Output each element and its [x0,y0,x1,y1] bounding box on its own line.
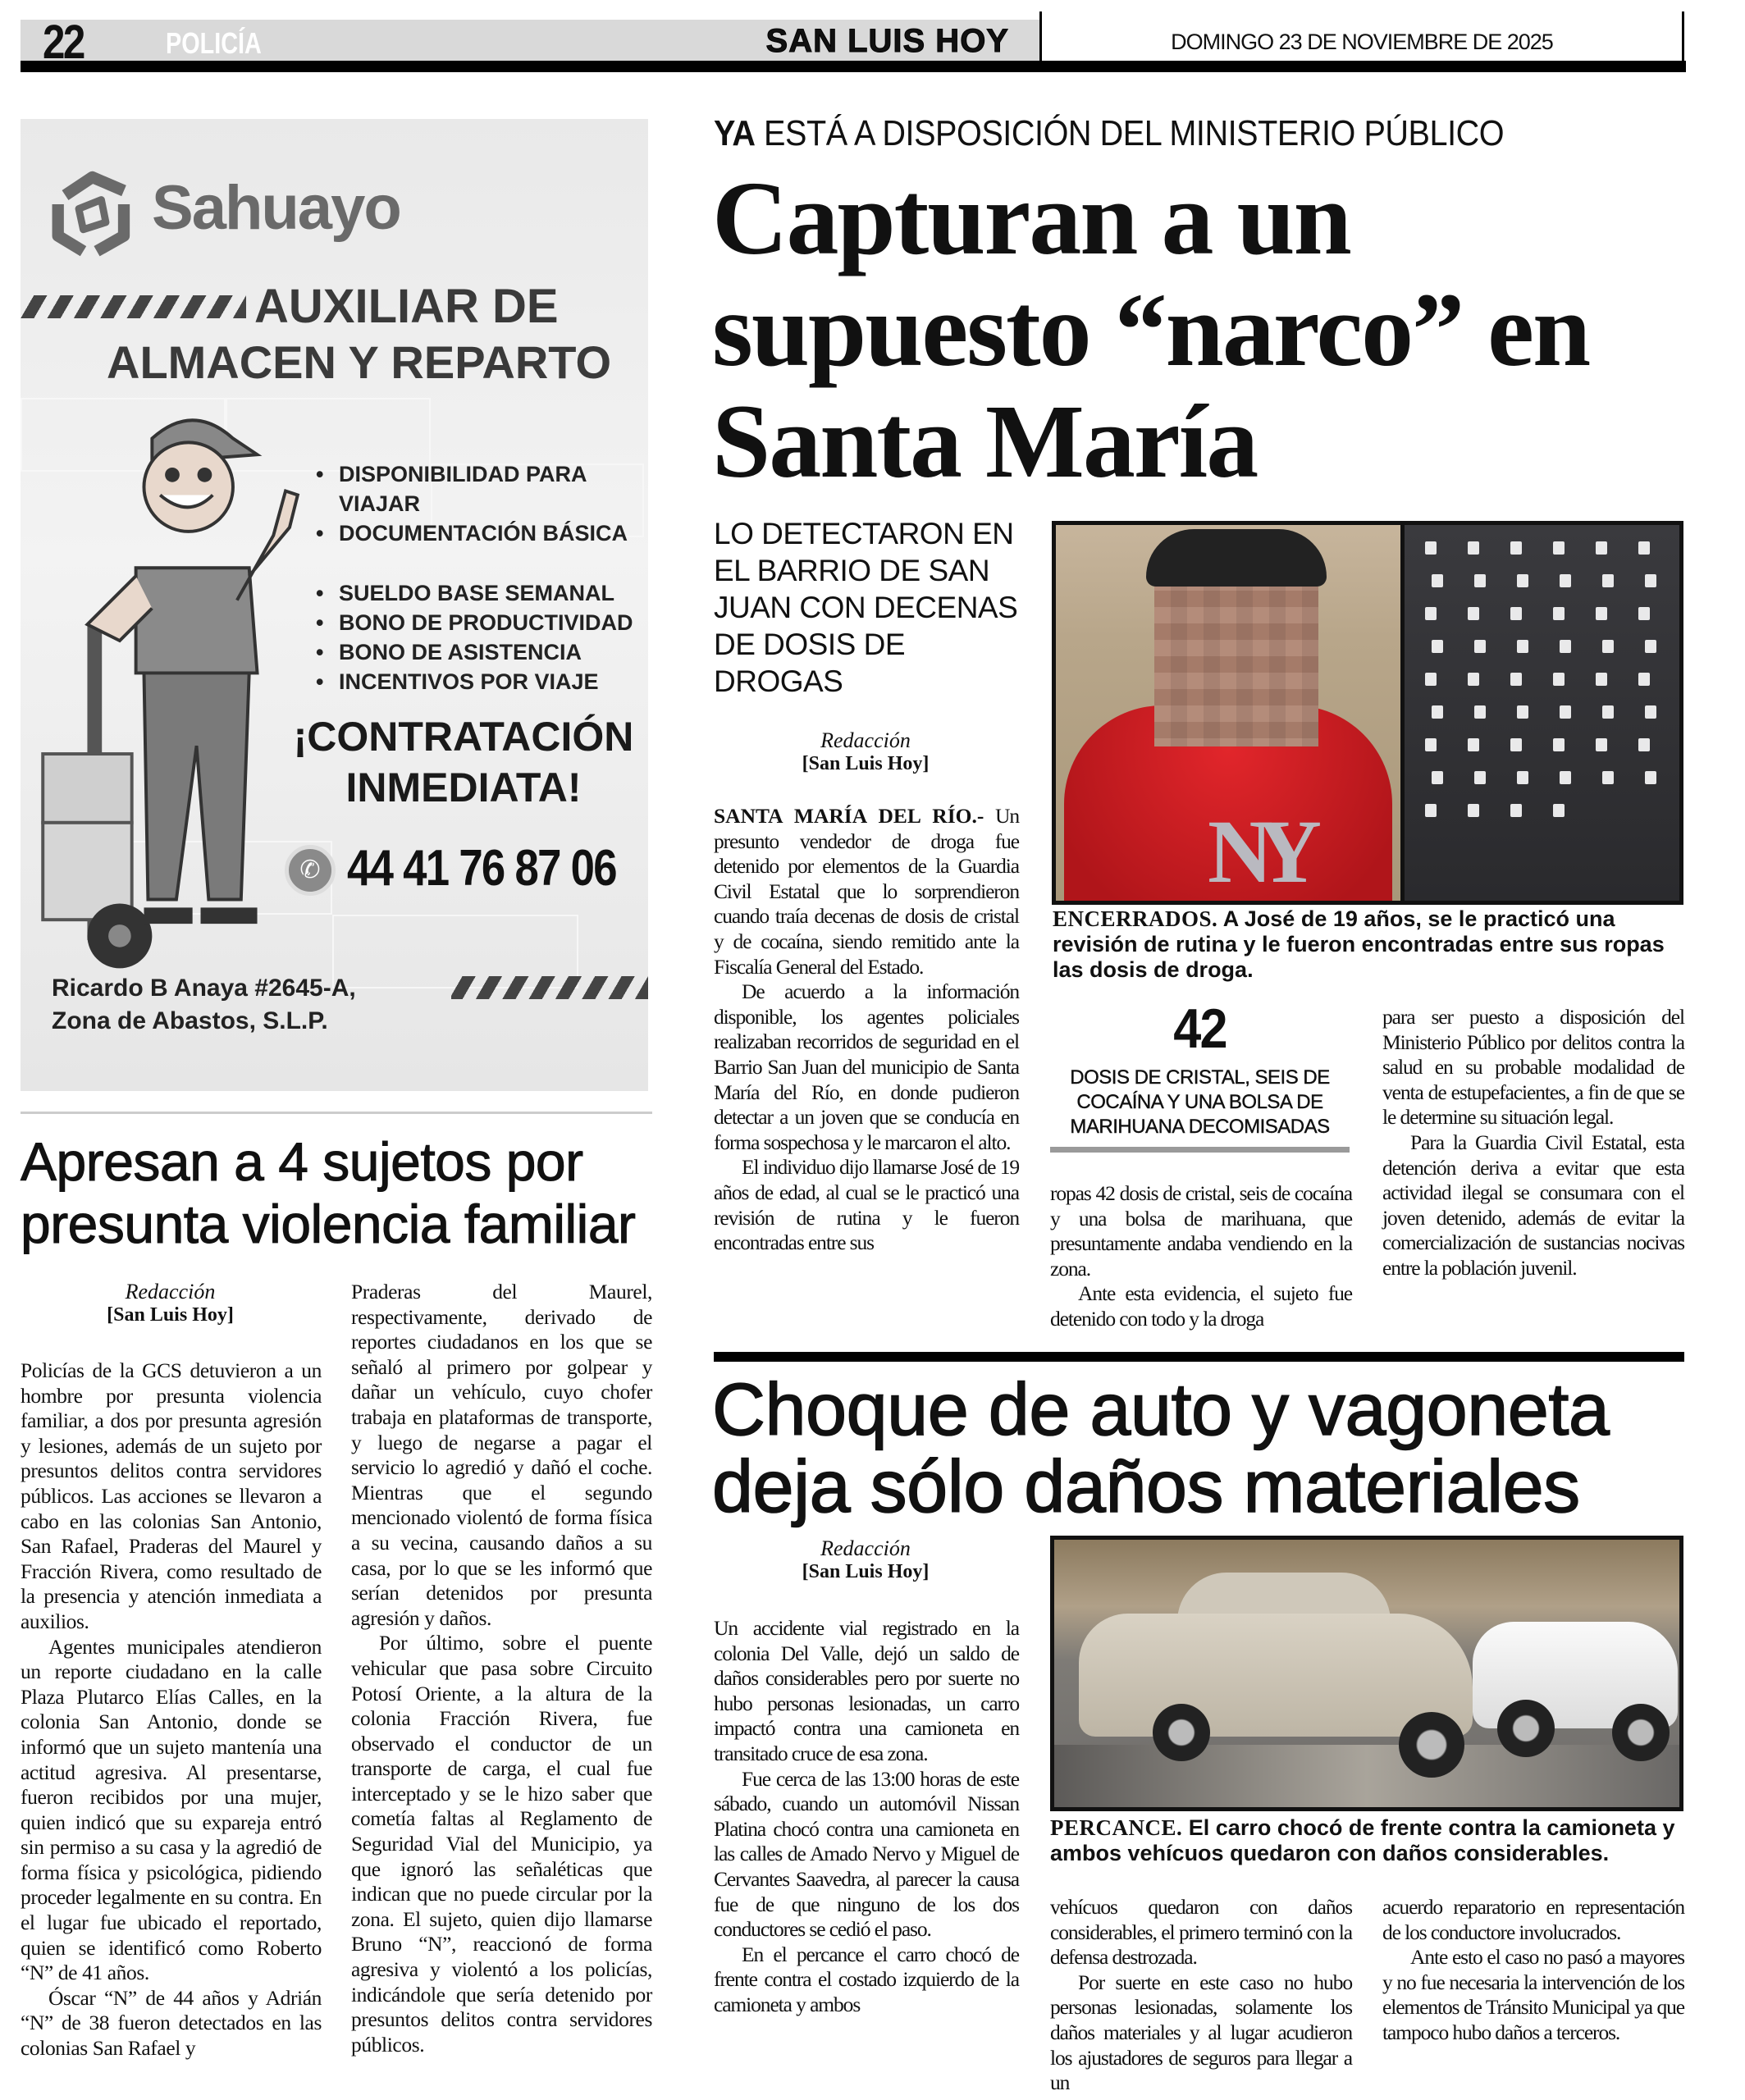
drug-dose-packet [1517,705,1528,719]
article-headline: Choque de auto y vagoneta deja sólo daños materiales [712,1369,1610,1528]
byline-outlet: [San Luis Hoy] [802,753,930,774]
drug-dose-packet [1510,673,1522,686]
ad-call-to-action: ¡CONTRATACIÓN INMEDIATA! [293,714,634,810]
drug-dose-packet [1510,804,1522,817]
article-column [1050,1895,1352,2096]
drug-dose-packet [1468,673,1479,686]
drug-dose-packet [1432,771,1443,784]
stripe-decoration [21,295,246,318]
article-column [714,804,1019,1256]
issue-date: DOMINGO 23 DE NOVIEMBRE DE 2025 [1171,30,1553,54]
crash-scene [1054,1540,1679,1807]
ad-job-title: ALMACEN Y REPARTO [107,336,612,388]
drug-dose-packet [1432,705,1443,719]
section-divider [21,1112,652,1114]
ad-job-title: AUXILIAR DE [254,280,559,333]
drug-dose-packet [1645,771,1656,784]
drug-dose-packet [1560,574,1571,587]
ad-list-item: • DOCUMENTACIÓN BÁSICA [316,518,628,548]
byline-author: Redacción [820,1536,911,1560]
article-headline: Apresan a 4 sujetos por presunta violencia familiar [21,1131,636,1254]
drug-dose-packet [1560,705,1571,719]
drug-dose-packet [1553,804,1565,817]
paragraph: Para la Guardia Civil Estatal, esta detención deriva a evitar que esta actividad ilegal se consumara con el joven detenido, además de evitar la comercialización de sustancias nocivas entre la población juvenil. [1382,1130,1684,1280]
caption-lead: ENCERRADOS. [1053,906,1218,931]
drug-dose-packet [1425,541,1437,555]
drug-dose-packet [1425,607,1437,620]
drug-dose-packet [1645,574,1656,587]
paragraph: Ante esto el caso no pasó a mayores y no fue necesaria la intervención de los elementos de Tránsito Municipal ya que tampoco hubo daños a terceros. [1382,1945,1684,2044]
drug-dose-packet [1517,771,1528,784]
article-column [1382,1895,1684,2046]
drug-dose-packet [1638,541,1650,555]
drug-dose-packet [1468,804,1479,817]
paragraph: Fue cerca de las 13:00 horas de este sábado, cuando un automóvil Nissan Platina chocó contra una camioneta en las calles de Amado Nervo y Miguel de Cervantes Saavedra, al parecer la causa fue de que ninguno de los dos conductores se cedió el paso. [714,1766,1019,1942]
drug-dose-packet [1468,541,1479,555]
kicker-text: ESTÁ A DISPOSICIÓN DEL MINISTERIO PÚBLICO [764,113,1505,153]
paragraph: vehícuos quedaron con daños considerables, el primero terminó con la defensa destrozada. [1050,1895,1352,1970]
drug-dose-packet [1425,673,1437,686]
drug-dose-packet [1645,705,1656,719]
ad-address-line: Zona de Abastos, S.L.P. [52,1007,328,1034]
ny-logo: NY [1208,801,1305,901]
drug-dose-packet [1510,607,1522,620]
paragraph [714,804,1019,979]
drug-dose-packet [1638,673,1650,686]
stripe-decoration [451,976,648,999]
drug-dose-packet [1596,738,1607,751]
article-column [1050,1181,1352,1332]
road [1054,1745,1679,1807]
ad-address-line: Ricardo B Anaya #2645-A, [52,975,356,1002]
drug-dose-packet [1553,673,1565,686]
article-column [1382,1005,1684,1281]
paragraph: para ser puesto a disposición del Ministerio Público por delitos contra la salud en su probable modalidad de venta de estupefacientes, a fin de que se le determine su situación legal. [1382,1005,1684,1130]
caption-lead: PERCANCE. [1050,1815,1183,1840]
ad-brand-name: Sahuayo [152,173,400,243]
ad-list-item: • DISPONIBILIDAD PARA VIAJAR [316,459,619,518]
drug-dose-packet [1510,738,1522,751]
paragraph: Policías de la GCS detuvieron a un hombre por presunta violencia familiar, a dos por presunta agresión y lesiones, además de un sujeto por presuntos delitos contra servidores públicos. Las acciones se llevaron a cabo en las colonias San Antonio, San Rafael, Praderas del Maurel y Fracción Rivera, como resultado de la presencia y atención inmediata a auxilios. [21,1358,322,1633]
ad-requirements-list [316,459,628,548]
section-rule [714,1352,1684,1362]
arrest-photo [1052,521,1683,905]
article-kicker [714,113,1504,154]
paragraph: Por último, sobre el puente vehicular que pasa sobre Circuito Potosí Oriente, a la altura de la colonia Fracción Rivera, fue observado el conductor de un transporte de carga, el cual fue interceptado y se le hizo saber que cometía faltas al Reglamento de Seguridad Vial del Municipio, ya que ignoró las señaléticas que indican que no puede circular por la zona. El sujeto, quien dijo llamarse Bruno “N”, reaccionó de forma agresiva y violentó a los policías, indicándole que sería detenido por presuntos delitos contra servidores públicos. [351,1631,652,2057]
crash-photo [1050,1536,1683,1811]
drug-dose-packet [1596,673,1607,686]
drug-dose-packet [1602,574,1614,587]
drug-dose-packet [1596,607,1607,620]
paragraph: Por suerte en este caso no hubo personas lesionadas, solamente los daños materiales y al lugar acudieron los ajustadores de seguros para llegar a un [1050,1970,1352,2095]
drug-dose-packet [1474,640,1486,653]
article-column [714,1616,1019,2018]
caption-text: A José de 19 años, se le practicó una revisión de rutina y le fueron encontradas entre sus ropas las dosis de droga. [1053,906,1665,982]
main-headline: Capturan a un supuesto “narco” en Santa María [712,160,1590,500]
paragraph: De acuerdo a la información disponible, los agentes policiales realizaban recorridos de seguridad en el Barrio San Juan del municipio de Santa María del Río, en donde pudieron detectar a un joven que se conducía en forma sospechosa y le marcaron el alto. [714,979,1019,1154]
article-subhead: LO DETECTARON EN EL BARRIO DE SAN JUAN CON DECENAS DE DOSIS DE DROGAS [714,517,1018,698]
drug-dose-packet [1517,574,1528,587]
drug-dose-packet [1638,607,1650,620]
drug-dose-packet [1553,738,1565,751]
header-rule [21,61,1686,72]
wheel [1399,1712,1464,1778]
masthead: SAN LUIS HOY [765,23,1009,59]
paragraph: ropas 42 dosis de cristal, seis de cocaína y una bolsa de marihuana, que presuntamente andaba vendiendo en la zona. [1050,1181,1352,1281]
drug-dose-packet [1596,541,1607,555]
ad-list-item: • BONO DE ASISTENCIA [316,637,633,667]
drug-dose-packet [1510,541,1522,555]
seized-drugs-photo [1405,525,1679,901]
byline [21,1280,320,1326]
ad-list-item: • BONO DE PRODUCTIVIDAD [316,608,633,637]
article-column [21,1358,322,2061]
byline [722,1536,1009,1583]
drug-dose-packet [1602,771,1614,784]
stat-callout [1050,997,1350,1139]
header-divider [1682,11,1684,62]
byline-author: Redacción [820,728,911,752]
wheel [1153,1704,1210,1761]
section-name: POLICÍA [166,26,262,60]
whatsapp-icon: ✆ [285,845,336,896]
drug-dose-packet [1425,804,1437,817]
ad-benefits-list [316,578,633,696]
paragraph: En el percance el carro chocó de frente contra el costado izquierdo de la camioneta y ambos [714,1942,1019,2016]
job-advertisement [21,119,648,1091]
drug-dose-packet [1474,771,1486,784]
page-number: 22 [43,16,84,69]
drug-dose-packet [1638,738,1650,751]
byline-outlet: [San Luis Hoy] [107,1304,234,1326]
stat-number: 42 [1173,998,1227,1060]
drug-dose-packet [1468,607,1479,620]
ad-phone-number: 44 41 76 87 06 [347,840,616,897]
paragraph: Praderas del Maurel, respectivamente, derivado de reportes ciudadanos en los que se señaló al primero por golpear y dañar un vehículo, cuyo chofer trabaja en plataformas de transporte, y luego de negarse a pagar el servicio lo agredió y dañó el coche. Mientras que el segundo mencionado violentó de forma física a su vecina, causando daños a su casa, por lo que se les informó que serían detenidos por presunta agresión y daños. [351,1280,652,1630]
drug-dose-packet [1474,574,1486,587]
photo-caption [1050,1815,1686,1866]
stat-rule [1050,1147,1350,1153]
paragraph-text: Un presunto vendedor de droga fue detenido por elementos de la Guardia Civil Estatal que lo sorprendieron cuando traía decenas de dosis de cristal y de cocaína, siendo remitido ante la Fiscalía General del Estado. [714,804,1019,979]
article-column [351,1280,652,2057]
drug-dose-packet [1602,705,1614,719]
ad-list-item: • INCENTIVOS POR VIAJE [316,667,633,696]
caption-text: El carro chocó de frente contra la camioneta y ambos vehícuos quedaron con daños considerables. [1050,1815,1675,1865]
paragraph: acuerdo reparatorio en representación de los conductore involucrados. [1382,1895,1684,1944]
paragraph: El individuo dijo llamarse José de 19 años de edad, al cual se le practicó una revisión de rutina y le fueron encontradas entre sus [714,1155,1019,1255]
wheel [1612,1704,1670,1761]
drug-dose-packet [1645,640,1656,653]
drug-dose-packet [1553,607,1565,620]
stat-description: DOSIS DE CRISTAL, SEIS DE COCAÍNA Y UNA BOLSA DE MARIHUANA DECOMISADAS [1070,1066,1330,1138]
paragraph: Un accidente vial registrado en la colonia Del Valle, dejó un saldo de daños considerables pero por suerte no hubo personas lesionadas, un carro impactó contra una camioneta en transitado cruce de esa zona. [714,1616,1019,1765]
drug-dose-packet [1560,640,1571,653]
suspect-photo [1056,525,1400,901]
byline [722,728,1009,775]
paragraph: Ante esta evidencia, el sujeto fue detenido con todo y la droga [1050,1281,1352,1331]
wheel [1497,1700,1555,1757]
drug-dose-packet [1432,640,1443,653]
drug-dose-packet [1602,640,1614,653]
hair [1146,529,1327,587]
ad-list-item: • SUELDO BASE SEMANAL [316,578,633,608]
sahuayo-logo-icon [45,168,139,258]
drug-dose-packet [1425,738,1437,751]
drug-dose-packet [1432,574,1443,587]
drug-dose-packet [1553,541,1565,555]
photo-caption [1053,906,1684,983]
delivery-man-illustration [37,406,308,988]
drug-dose-packet [1468,738,1479,751]
paragraph: Óscar “N” de 44 años y Adrián “N” de 38 fueron detectados en las colonias San Rafael y [21,1985,322,2061]
drug-dose-packet [1560,771,1571,784]
dateline: SANTA MARÍA DEL RÍO.- [714,804,984,828]
paragraph: Agentes municipales atendieron un reporte ciudadano en la calle Plaza Plutarco Elías Calles, en la colonia San Antonio, donde se informó que un sujeto mantenía una actitud agresiva. Al presentarse, fueron recibidos por una mujer, quien indicó que su expareja entró sin permiso a su casa y la agredió de forma física y psicológica, pidiendo proceder legalmente en su contra. En el lugar fue ubicado el reportado, quien se identificó como Roberto “N” de 41 años. [21,1634,322,1985]
kicker-bold: YA [714,113,756,153]
byline-author: Redacción [125,1280,216,1303]
byline-outlet: [San Luis Hoy] [802,1561,930,1582]
drug-dose-packet [1474,705,1486,719]
drug-dose-packet [1517,640,1528,653]
